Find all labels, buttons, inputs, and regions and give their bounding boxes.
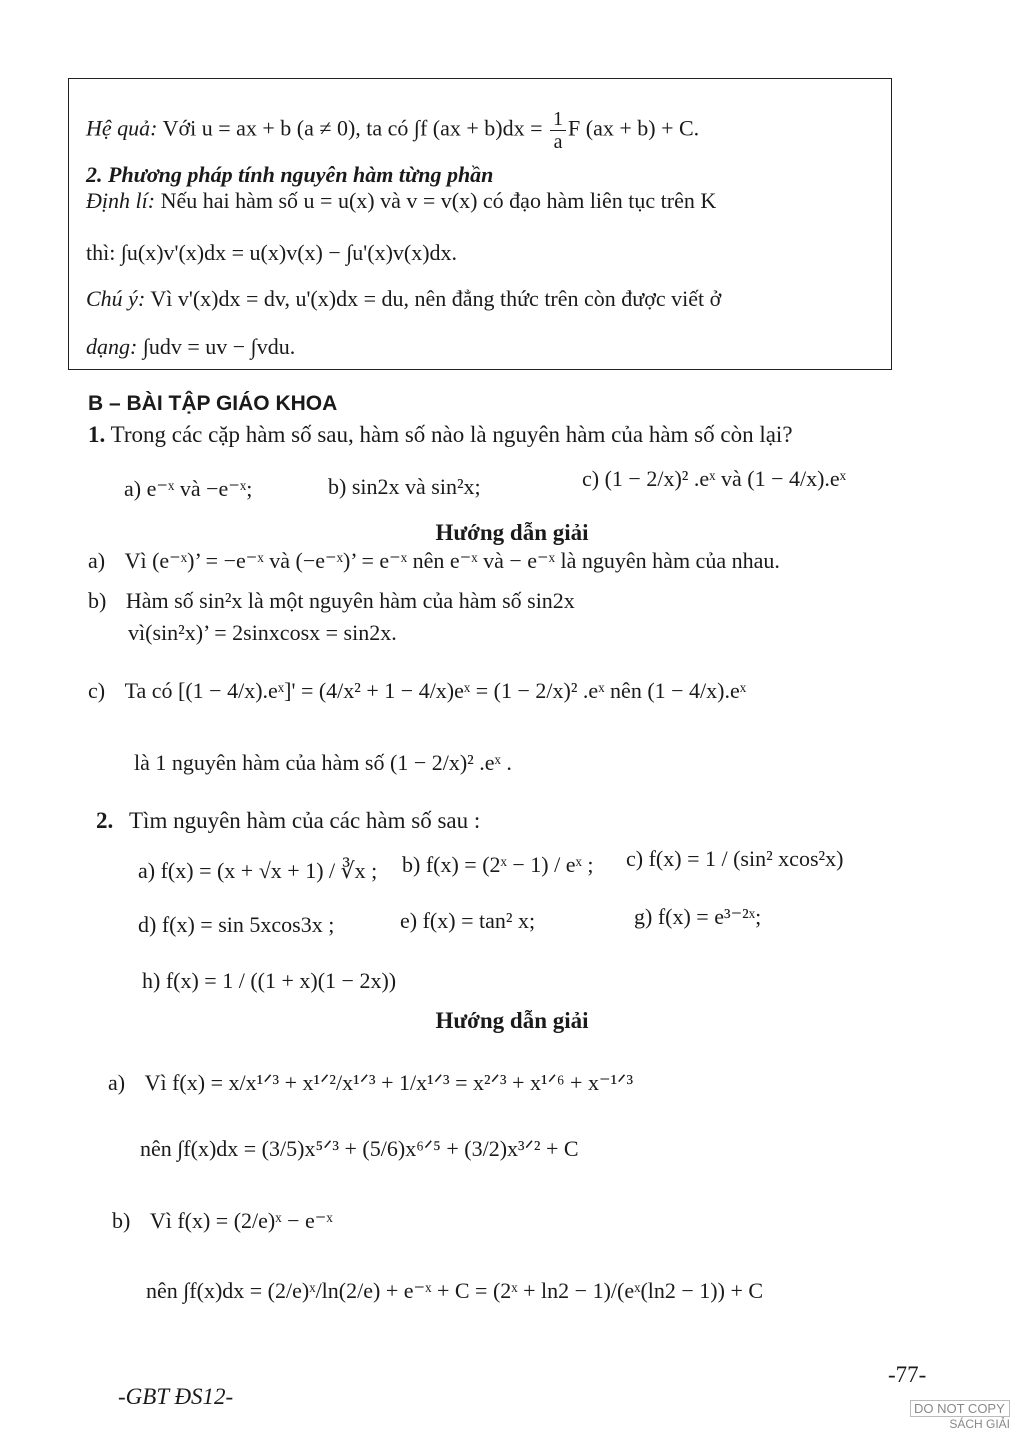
solution-2-a-label: a) bbox=[108, 1070, 126, 1095]
solution-2-b bbox=[112, 1208, 333, 1234]
method-heading: 2. Phương pháp tính nguyên hàm từng phần bbox=[86, 162, 494, 187]
solution-1-c bbox=[88, 678, 746, 704]
question-1-text: Trong các cặp hàm số sau, hàm số nào là nguyên hàm của hàm số còn lại? bbox=[105, 422, 793, 447]
solution-heading-2: Hướng dẫn giải bbox=[435, 1008, 589, 1033]
page-number: -77- bbox=[888, 1362, 927, 1387]
section-title: B – BÀI TẬP GIÁO KHOA bbox=[88, 392, 338, 415]
question-2-a: a) f(x) = (x + √x + 1) / ∛x ; bbox=[138, 858, 378, 883]
theorem-label: Định lí: bbox=[86, 188, 156, 213]
note-line bbox=[86, 286, 721, 312]
question-2-h: h) f(x) = 1 / ((1 + x)(1 − 2x)) bbox=[142, 968, 397, 993]
solution-2-b-result: nên ∫f(x)dx = (2/e)ˣ/ln(2/e) + e⁻ˣ + C = (2ˣ + ln2 − 1)/(eˣ(ln2 − 1)) + C bbox=[146, 1278, 764, 1303]
solution-1-c-label: c) bbox=[88, 678, 106, 703]
solution-1-c-conclusion: là 1 nguyên hàm của hàm số (1 − 2/x)² .eˣ . bbox=[134, 750, 512, 775]
question-2-b: b) f(x) = (2ˣ − 1) / eˣ ; bbox=[402, 852, 594, 877]
question-2-number: 2. bbox=[96, 808, 114, 833]
question-1-number: 1. bbox=[88, 422, 106, 447]
solution-1-a-text: Vì (e⁻ˣ)’ = −e⁻ˣ và (−e⁻ˣ)’ = e⁻ˣ nên e⁻ˣ và − e⁻ˣ là nguyên hàm của nhau. bbox=[124, 548, 780, 573]
solution-1-b-text: Hàm số sin²x là một nguyên hàm của hàm số sin2x bbox=[125, 588, 575, 613]
question-2-text: Tìm nguyên hàm của các hàm số sau : bbox=[129, 808, 481, 833]
theorem-line bbox=[86, 188, 716, 214]
question-2-c: c) f(x) = 1 / (sin² xcos²x) bbox=[626, 846, 844, 871]
question-1-a: a) e⁻ˣ và −e⁻ˣ; bbox=[124, 476, 253, 501]
solution-1-b-reason: vì(sin²x)’ = 2sinxcosx = sin2x. bbox=[128, 620, 397, 645]
corollary-line bbox=[86, 108, 699, 153]
question-2-g: g) f(x) = e³⁻²ˣ; bbox=[634, 904, 762, 929]
question-1-c bbox=[582, 466, 846, 492]
solution-2-b-label: b) bbox=[112, 1208, 131, 1233]
corollary-label: Hệ quả: bbox=[86, 115, 158, 141]
solution-1-a bbox=[88, 548, 780, 574]
theorem-formula: thì: ∫u(x)v'(x)dx = u(x)v(x) − ∫u'(x)v(x)dx. bbox=[86, 240, 458, 265]
question-2-e: e) f(x) = tan² x; bbox=[400, 908, 536, 933]
solution-1-b-label: b) bbox=[88, 588, 107, 613]
corollary-tail: F (ax + b) + C. bbox=[568, 115, 700, 141]
form-formula: ∫udv = uv − ∫vdu. bbox=[137, 334, 296, 359]
solution-2-b-text: Vì f(x) = (2/e)ˣ − e⁻ˣ bbox=[149, 1208, 333, 1233]
question-1-c-expr: (1 − 2/x)² .eˣ và (1 − 4/x).eˣ bbox=[604, 466, 847, 491]
question-2 bbox=[96, 808, 480, 834]
solution-2-a bbox=[108, 1070, 633, 1096]
solution-2-a-result: nên ∫f(x)dx = (3/5)x⁵ᐟ³ + (5/6)x⁶ᐟ⁵ + (3/2)x³ᐟ² + C bbox=[140, 1136, 579, 1161]
solution-1-a-label: a) bbox=[88, 548, 106, 573]
question-1-c-label: c) bbox=[582, 466, 600, 491]
watermark-logo: DO NOT COPY SÁCH GIẢI bbox=[910, 1400, 1010, 1440]
solution-1-b bbox=[88, 588, 575, 614]
corollary-text: Với u = ax + b (a ≠ 0), ta có ∫f (ax + b)dx = bbox=[157, 115, 549, 141]
corollary-fraction: $\frac{1}{a}$ bbox=[550, 108, 566, 153]
solution-heading-1: Hướng dẫn giải bbox=[435, 520, 589, 545]
question-1-b: b) sin2x và sin²x; bbox=[328, 474, 481, 499]
theorem-text: Nếu hai hàm số u = u(x) và v = v(x) có đạo hàm liên tục trên K bbox=[155, 188, 717, 213]
solution-1-c-text: Ta có [(1 − 4/x).eˣ]' = (4/x² + 1 − 4/x)eˣ = (1 − 2/x)² .eˣ nên (1 − 4/x).eˣ bbox=[124, 678, 747, 703]
question-1 bbox=[88, 422, 793, 448]
note-label: Chú ý: bbox=[86, 286, 146, 311]
note-formula-line bbox=[86, 334, 295, 360]
question-2-d: d) f(x) = sin 5xcos3x ; bbox=[138, 912, 335, 937]
note-text: Vì v'(x)dx = dv, u'(x)dx = du, nên đẳng thức trên còn được viết ở bbox=[145, 286, 722, 311]
form-label: dạng: bbox=[86, 334, 138, 359]
solution-2-a-text: Vì f(x) = x/x¹ᐟ³ + x¹ᐟ²/x¹ᐟ³ + 1/x¹ᐟ³ = x²ᐟ³ + x¹ᐟ⁶ + x⁻¹ᐟ³ bbox=[144, 1070, 634, 1095]
book-code: -GBT ĐS12- bbox=[118, 1384, 234, 1409]
